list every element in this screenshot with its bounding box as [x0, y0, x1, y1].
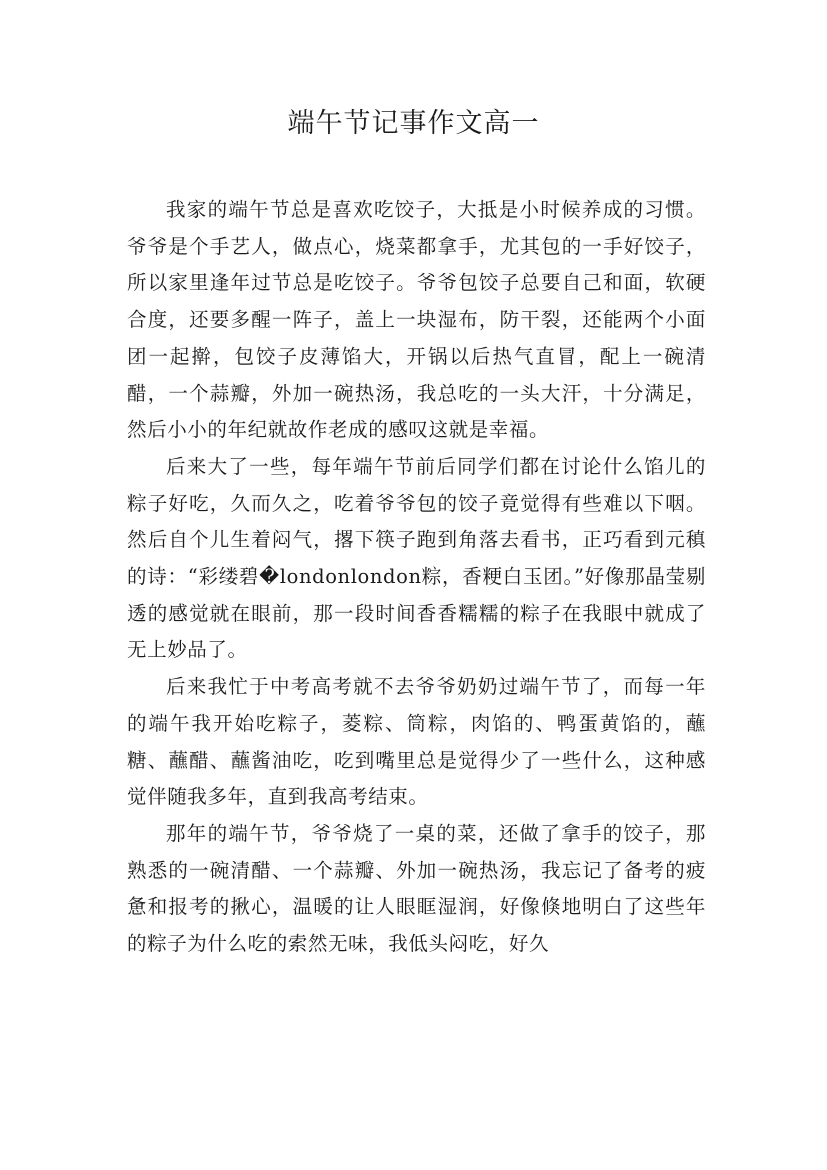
paragraph: 我家的端午节总是喜欢吃饺子，大抵是小时候养成的习惯。爷爷是个手艺人，做点心，烧菜都拿手，尤其包的一手好饺子，所以家里逢年过节总是吃饺子。爷爷包饺子总要自己和面，软硬合度，还要多醒一阵子，盖上一块湿布，防干裂，还能两个小面团一起擀，包饺子皮薄馅大，开锅以后热气直冒，配上一碗清醋，一个蒜瓣，外加一碗热汤，我总吃的一头大汗，十分满足，然后小小的年纪就故作老成的感叹这就是幸福。 — [127, 198, 706, 442]
document-title: 端午节记事作文高一 — [287, 108, 540, 139]
paragraph: 后来大了一些，每年端午节前后同学们都在讨论什么馅儿的粽子好吃，久而久之，吃着爷爷包的饺子竟觉得有些难以下咽。然后自个儿生着闷气，撂下筷子跑到角落去看书，正巧看到元稹的诗：“彩缕碧�londonlondon粽，香粳白玉团。”好像那晶莹剔透的感觉就在眼前，那一段时间香香糯糯的粽子在我眼中就成了无上妙品了。 — [127, 454, 706, 662]
document-body — [127, 192, 706, 963]
paragraph: 那年的端午节，爷爷烧了一桌的菜，还做了拿手的饺子，那熟悉的一碗清醋、一个蒜瓣、外加一碗热汤，我忘记了备考的疲惫和报考的揪心，温暖的让人眼眶湿润，好像倏地明白了这些年的粽子为什么吃的索然无味，我低头闷吃，好久 — [127, 821, 706, 956]
paragraph: 后来我忙于中考高考就不去爷爷奶奶过端午节了，而每一年的端午我开始吃粽子，菱粽、筒粽，肉馅的、鸭蛋黄馅的，蘸糖、蘸醋、蘸酱油吃，吃到嘴里总是觉得少了一些什么，这种感觉伴随我多年，直到我高考结束。 — [127, 675, 706, 809]
